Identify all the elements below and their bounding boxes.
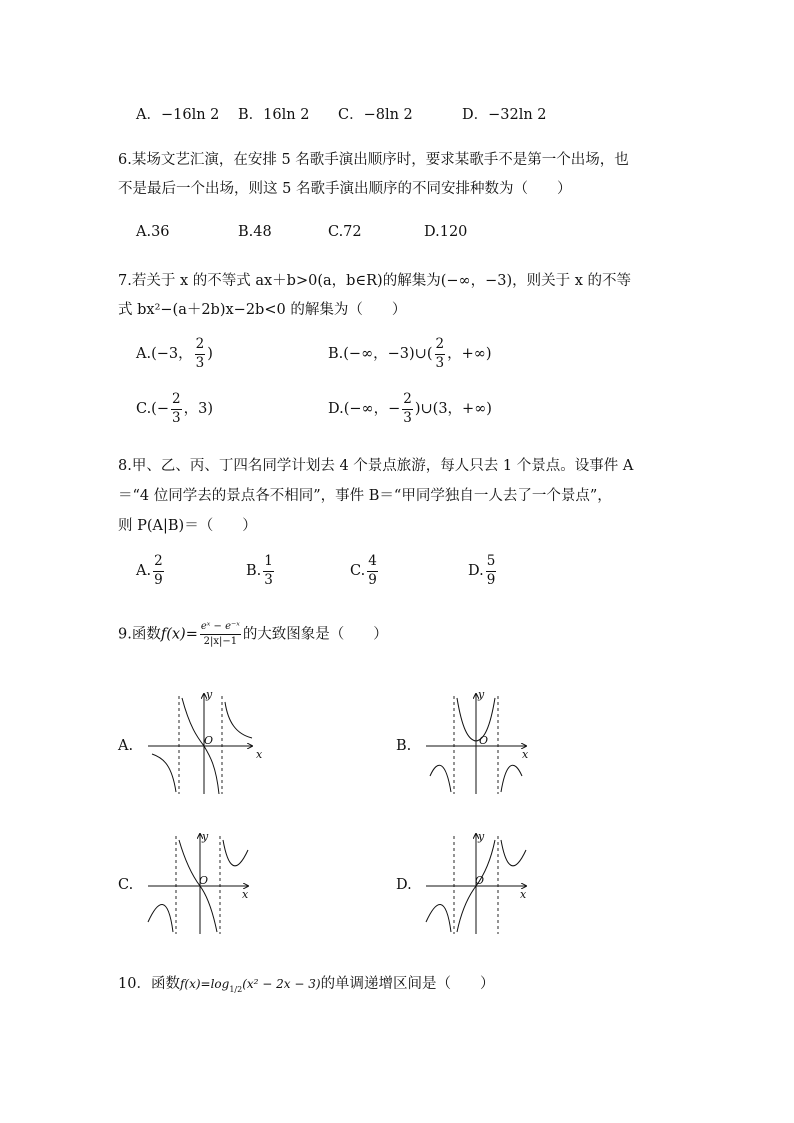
q5-option-a: A．−16ln 2 bbox=[136, 107, 220, 123]
q8-a-label: A. bbox=[136, 563, 152, 579]
q9-stem bbox=[118, 622, 388, 647]
q9-label-a: A. bbox=[118, 738, 134, 754]
fraction-denominator: 9 bbox=[368, 571, 377, 588]
origin-label: O bbox=[204, 734, 214, 747]
q7-a-fraction bbox=[195, 338, 206, 370]
fraction-denominator: 2|x|−1 bbox=[203, 636, 238, 647]
q10-prefix: 10．函数 bbox=[118, 976, 180, 992]
origin-label: O bbox=[199, 874, 209, 887]
fraction-numerator: 1 bbox=[263, 555, 274, 572]
q9-label-c: C. bbox=[118, 877, 134, 893]
q7-d-end: )∪(3，+∞) bbox=[414, 401, 492, 417]
q9-function-name: f(x)= bbox=[160, 626, 198, 643]
q7-c-end: ，3) bbox=[183, 401, 213, 417]
q7-c-fraction bbox=[171, 393, 182, 425]
q7-d-fraction bbox=[402, 393, 413, 425]
q6-option-d: D.120 bbox=[424, 224, 468, 240]
q7-b-label: B.(−∞，−3)∪( bbox=[328, 346, 433, 362]
q8-line3: 则 P(A|B)＝（ ） bbox=[118, 518, 257, 534]
q7-option-d bbox=[328, 393, 492, 425]
q10-function-name: f(x)=log bbox=[179, 977, 230, 991]
q8-d-fraction bbox=[486, 555, 497, 587]
q5-option-c: C．−8ln 2 bbox=[338, 107, 413, 123]
fraction-numerator: 2 bbox=[195, 338, 206, 355]
fraction-numerator: eˣ − e⁻ˣ bbox=[200, 622, 241, 635]
q6-option-b: B.48 bbox=[238, 224, 272, 240]
q6-option-c: C.72 bbox=[328, 224, 362, 240]
q9-graph-a bbox=[144, 688, 264, 800]
origin-label: O bbox=[479, 734, 489, 747]
axis-y-label: y bbox=[202, 830, 209, 843]
fraction-denominator: 9 bbox=[486, 571, 496, 588]
fraction-numerator: 2 bbox=[171, 393, 182, 410]
q7-option-a bbox=[136, 338, 213, 370]
q7-line2: 式 bx²−(a＋2b)x−2b<0 的解集为（ ） bbox=[118, 302, 407, 318]
q8-d-label: D. bbox=[468, 563, 484, 579]
q8-b-label: B. bbox=[246, 563, 262, 579]
q7-a-label: A.(−3， bbox=[136, 346, 193, 362]
axis-y-label: y bbox=[206, 688, 213, 701]
q9-graph-c bbox=[144, 828, 256, 940]
axis-x-label: x bbox=[256, 748, 263, 761]
q10-argument: (x² − 2x − 3) bbox=[242, 977, 321, 991]
q9-graph-d bbox=[422, 828, 534, 940]
fraction-numerator: 2 bbox=[435, 338, 446, 355]
q10-log-base: 1/2 bbox=[229, 984, 243, 994]
fraction-denominator: 3 bbox=[264, 571, 273, 588]
origin-label: O bbox=[475, 874, 485, 887]
q8-option-a bbox=[136, 555, 166, 587]
q8-option-d bbox=[468, 555, 498, 587]
fraction-denominator: 3 bbox=[403, 409, 412, 426]
q7-b-end: ，+∞) bbox=[447, 346, 492, 362]
q9-label-b: B. bbox=[396, 738, 412, 754]
q7-option-c bbox=[136, 393, 213, 425]
q7-line1: 7.若关于 x 的不等式 ax＋b>0(a，b∈R)的解集为(−∞，−3)，则关于 x 的不等 bbox=[118, 273, 632, 289]
axis-y-label: y bbox=[478, 830, 485, 843]
q5-option-b: B．16ln 2 bbox=[238, 107, 310, 123]
q8-line1: 8.甲、乙、丙、丁四名同学计划去 4 个景点旅游，每人只去 1 个景点。设事件 A bbox=[118, 458, 634, 474]
q9-prefix: 9.函数 bbox=[118, 626, 161, 643]
q6-line1: 6.某场文艺汇演，在安排 5 名歌手演出顺序时，要求某歌手不是第一个出场，也 bbox=[118, 152, 629, 168]
q7-d-label: D.(−∞，− bbox=[328, 401, 401, 417]
q7-a-end: ) bbox=[207, 346, 213, 362]
q10-suffix: 的单调递增区间是（ ） bbox=[320, 976, 495, 992]
q10-stem bbox=[118, 972, 495, 994]
q6-option-a: A.36 bbox=[136, 224, 170, 240]
q9-fraction bbox=[200, 622, 241, 647]
q9-label-d: D. bbox=[396, 877, 412, 893]
axis-x-label: x bbox=[520, 888, 527, 901]
q9-suffix: 的大致图象是（ ） bbox=[242, 626, 388, 643]
fraction-denominator: 9 bbox=[154, 571, 163, 588]
fraction-denominator: 3 bbox=[172, 409, 181, 426]
fraction-numerator: 2 bbox=[153, 555, 164, 572]
q8-option-b bbox=[246, 555, 276, 587]
axis-x-label: x bbox=[242, 888, 249, 901]
q9-graph-b bbox=[422, 688, 534, 800]
q8-b-fraction bbox=[263, 555, 274, 587]
q8-a-fraction bbox=[153, 555, 164, 587]
q7-c-label: C.(− bbox=[136, 401, 169, 417]
fraction-numerator: 5 bbox=[486, 555, 497, 572]
q8-c-label: C. bbox=[350, 563, 366, 579]
q5-option-d: D．−32ln 2 bbox=[462, 107, 547, 123]
q8-option-c bbox=[350, 555, 380, 587]
q8-c-fraction bbox=[367, 555, 378, 587]
axis-x-label: x bbox=[522, 748, 529, 761]
q8-line2: ＝“4 位同学去的景点各不相同”，事件 B＝“甲同学独自一人去了一个景点”， bbox=[118, 488, 612, 504]
fraction-numerator: 2 bbox=[402, 393, 413, 410]
fraction-denominator: 3 bbox=[195, 354, 205, 371]
fraction-denominator: 3 bbox=[435, 354, 445, 371]
q7-option-b bbox=[328, 338, 491, 370]
q7-b-fraction bbox=[435, 338, 446, 370]
axis-y-label: y bbox=[478, 688, 485, 701]
fraction-numerator: 4 bbox=[367, 555, 378, 572]
q6-line2: 不是最后一个出场，则这 5 名歌手演出顺序的不同安排种数为（ ） bbox=[118, 181, 572, 197]
